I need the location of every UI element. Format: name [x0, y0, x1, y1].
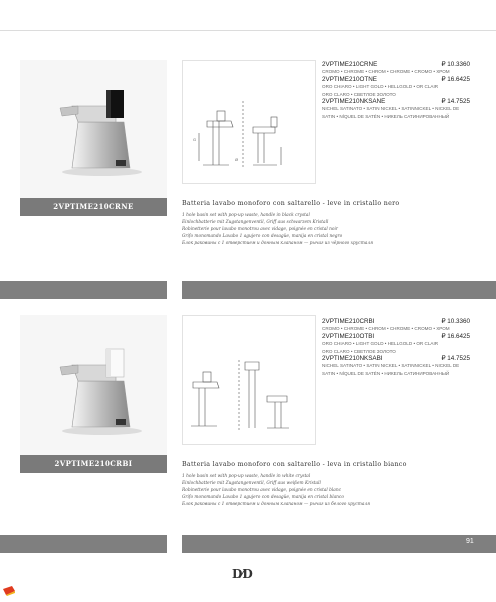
footer-band [182, 535, 496, 553]
product-photo-black [20, 60, 167, 198]
price-row [322, 355, 470, 362]
price-row [322, 61, 470, 68]
product-description [182, 461, 482, 508]
flag-icon [2, 584, 16, 602]
article-code: 2VPTIME210NKSABI [322, 355, 383, 363]
finish-description: NICHEL SATINATO • SATIN NICKEL • SATINNICKEL • NICKEL DE [322, 106, 460, 112]
finish-description: CROMO • CHROME • CHROM • CHROME • CROMO • ХРОМ [322, 69, 450, 75]
description-line: 1 hole basin set with pop-up waste, handle in black crystal [182, 213, 310, 218]
finish-description: NICHEL SATINATO • SATIN NICKEL • SATINNICKEL • NICKEL DE [322, 363, 460, 369]
product-code-caption: 2VPTIME210CRBI [20, 455, 167, 473]
separator-band [182, 281, 496, 299]
price-row [322, 318, 470, 325]
page-number: 91 [466, 538, 474, 545]
finish-description: CROMO • CHROME • CHROM • CHROME • CROMO • ХРОМ [322, 326, 450, 332]
price-list [322, 318, 470, 377]
product-photo-white [20, 315, 167, 455]
faucet-black-illustration [20, 60, 167, 198]
description-line: Robinetterie pour lavabo monotrou avec vidage, poignée en cristal blanc [182, 488, 341, 493]
product-code-caption: 2VPTIME210CRNE [20, 198, 167, 216]
svg-text:G: G [193, 137, 197, 142]
price: ₽ 16.6425 [441, 75, 470, 83]
product-title: Batteria lavabo monoforo con saltarello - leve in cristallo nero [182, 200, 400, 207]
price: ₽ 10.3360 [441, 318, 470, 325]
technical-drawing [183, 61, 315, 183]
description-line: Einlochbatterie mit Zugstangenventil, Griff aus schwarzem Kristall [182, 220, 329, 225]
finish-description: SATIN • NÍQUEL DE SATÉN • НИКЕЛЬ САТИНИРОВАННЫЙ [322, 370, 450, 376]
price-row [322, 98, 470, 105]
product-description [182, 200, 482, 247]
price-list [322, 61, 470, 120]
description-line: Grifo monomando Lavabo 1 agujero con desagüe, manija en cristal blanco [182, 495, 344, 500]
price-row [322, 333, 470, 340]
technical-drawing [183, 316, 315, 444]
article-code: 2VPTIME210CRNE [322, 61, 378, 68]
price: ₽ 14.7525 [441, 98, 470, 106]
price-row [322, 76, 470, 83]
finish-description: ORO CHIARO • LIGHT GOLD • HELLGOLD • OR CLAIR [322, 341, 439, 347]
footer-band [0, 535, 167, 553]
brand-logo: D⁄D [232, 567, 252, 581]
price: ₽ 14.7525 [441, 355, 470, 363]
article-code: 2VPTIME210OTNE [322, 75, 377, 83]
finish-description: ORO CLARO • СВЕТЛОЕ ЗОЛОТО [322, 348, 396, 354]
description-line: 1 hole basin set with pop-up waste, handle in white crystal [182, 474, 311, 479]
separator-band [0, 281, 167, 299]
description-line: Блок раковины с 1 отверстием и донным клапаном — рычаг из чёрного хрусталя [182, 241, 373, 246]
faucet-white-illustration [20, 315, 167, 455]
svg-text:Ø: Ø [235, 157, 239, 162]
description-line: Einlochbatterie mit Zugstangenventil, Griff aus weißem Kristall [182, 481, 321, 486]
technical-drawing-panel [182, 60, 316, 184]
price: ₽ 10.3360 [441, 61, 470, 68]
technical-drawing-panel [182, 315, 316, 445]
description-line: Grifo monomando Lavabo 1 agujero con desagüe, manija en cristal negro [182, 234, 343, 239]
description-line: Robinetterie pour lavabo monotrou avec vidage, poignée en cristal noir [182, 227, 338, 232]
description-line: Блок раковины с 1 отверстием и донным клапаном — рычаг из белого хрусталя [182, 502, 371, 507]
finish-description: SATIN • NÍQUEL DE SATÉN • НИКЕЛЬ САТИНИРОВАННЫЙ [322, 113, 450, 119]
finish-description: ORO CLARO • СВЕТЛОЕ ЗОЛОТО [322, 91, 396, 97]
top-rule [0, 30, 496, 31]
article-code: 2VPTIME210NKSANE [322, 98, 386, 106]
price: ₽ 16.6425 [441, 332, 470, 340]
article-code: 2VPTIME210CRBI [322, 318, 375, 325]
product-title: Batteria lavabo monoforo con saltarello - leva in cristallo bianco [182, 461, 407, 468]
article-code: 2VPTIME210OTBI [322, 332, 375, 340]
finish-description: ORO CHIARO • LIGHT GOLD • HELLGOLD • OR CLAIR [322, 84, 439, 90]
